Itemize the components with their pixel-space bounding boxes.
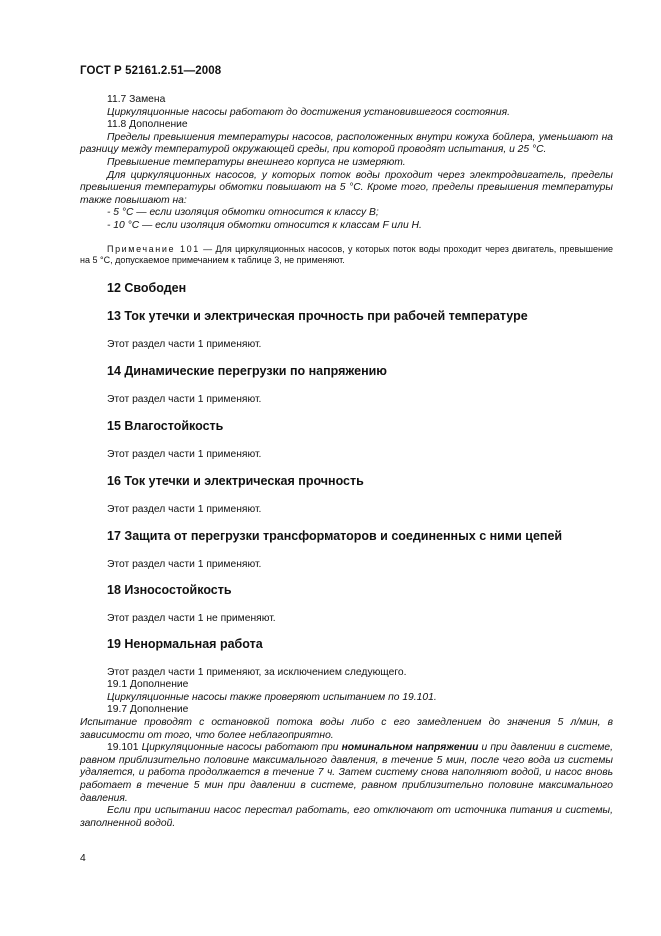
section-17 (80, 530, 613, 571)
section-13-text: Этот раздел части 1 применяют. (107, 338, 262, 350)
clause-19-7-heading: 19.7 Дополнение (107, 704, 189, 716)
section-15-title: 15 Влагостойкость (107, 419, 224, 433)
section-13-title: 13 Ток утечки и электрическая прочность при рабочей температуре (107, 309, 528, 323)
section-12 (80, 282, 613, 295)
section-17-text: Этот раздел части 1 применяют. (107, 558, 262, 570)
clause-11-block (80, 94, 613, 267)
page-number: 4 (80, 853, 86, 864)
section-13 (80, 310, 613, 351)
note-text: — Для циркуляционных насосов, у которых поток воды проходит через двигатель, превышение на 5 °С, допускаемое примечанием к таблице 3, не применяют. (80, 243, 613, 266)
section-16-text: Этот раздел части 1 применяют. (107, 503, 262, 515)
clause-11-8-para-1: Пределы превышения температуры насосов, расположенных внутри кожуха бойлера, уменьшают на разницу между температурой окружающей среды, при которой проводят испытания, и 25 °С. (80, 131, 613, 156)
note-101 (80, 244, 613, 267)
section-19-title: 19 Ненормальная работа (107, 637, 263, 651)
section-14 (80, 365, 613, 406)
section-16 (80, 475, 613, 516)
clause-11-8-list-item-2: - 10 °С — если изоляция обмотки относится к классам F или Н. (107, 219, 422, 231)
section-15 (80, 420, 613, 461)
section-19-text: Этот раздел части 1 применяют, за исключением следующего. (107, 666, 407, 678)
section-14-title: 14 Динамические перегрузки по напряжению (107, 364, 387, 378)
clause-19-1-text: Циркуляционные насосы также проверяют испытанием по 19.101. (107, 691, 437, 703)
clause-19-101-para-2: Если при испытании насос перестал работать, его отключают от источника питания и системы, заполненной водой. (80, 805, 613, 829)
section-17-title: 17 Защита от перегрузки трансформаторов и соединенных с ними цепей (107, 529, 563, 543)
section-18-text: Этот раздел части 1 не применяют. (107, 612, 276, 624)
note-label: Примечание 101 (107, 243, 200, 254)
clause-19-7-text: Испытание проводят с остановкой потока воды либо с его замедлением до значения 5 л/мин, в зависимости от того, что более неблагоприятно. (80, 716, 613, 741)
document-header: ГОСТ Р 52161.2.51—2008 (80, 65, 222, 77)
clause-11-8-para-3: Для циркуляционных насосов, у которых поток воды проходит через электродвигатель, пределы превышения температуры обмотки повышают на 5 °С. Кроме того, пределы превышения температуры также повышают на: (80, 169, 613, 206)
section-18 (80, 584, 613, 625)
section-19 (80, 638, 613, 830)
clause-19-101-number: 19.101 (107, 742, 139, 754)
clause-11-8-para-2: Превышение температуры внешнего корпуса не измеряют. (107, 156, 406, 168)
clause-11-7-text: Циркуляционные насосы работают до достижения установившегося состояния. (107, 106, 510, 118)
clause-11-8-heading: 11.8 Дополнение (107, 119, 188, 131)
clause-19-1-heading: 19.1 Дополнение (107, 679, 189, 691)
clause-11-7-heading: 11.7 Замена (107, 94, 166, 105)
section-14-text: Этот раздел части 1 применяют. (107, 393, 262, 405)
clause-19-101-text: 19.101 Циркуляционные насосы работают при номинальном напряжении и при давлении в системе, равном приблизительно половине максимального давления, в течение 5 мин, после чего вода из системы удаляется, и работа продолжается в течение 7 ч. Затем систему снова наполняют водой, и насос вновь работает в течение 5 мин при давлении в системе, равном приблизительно половине максимального давления. (80, 742, 613, 804)
section-18-title: 18 Износостойкость (107, 583, 232, 597)
clause-11-8-list-item-1: - 5 °С — если изоляция обмотки относится к классу В; (107, 207, 379, 219)
section-12-title: 12 Свободен (107, 281, 187, 295)
section-15-text: Этот раздел части 1 применяют. (107, 448, 262, 460)
rated-voltage-emphasis: номинальном напряжении (341, 742, 479, 754)
section-16-title: 16 Ток утечки и электрическая прочность (107, 474, 364, 488)
